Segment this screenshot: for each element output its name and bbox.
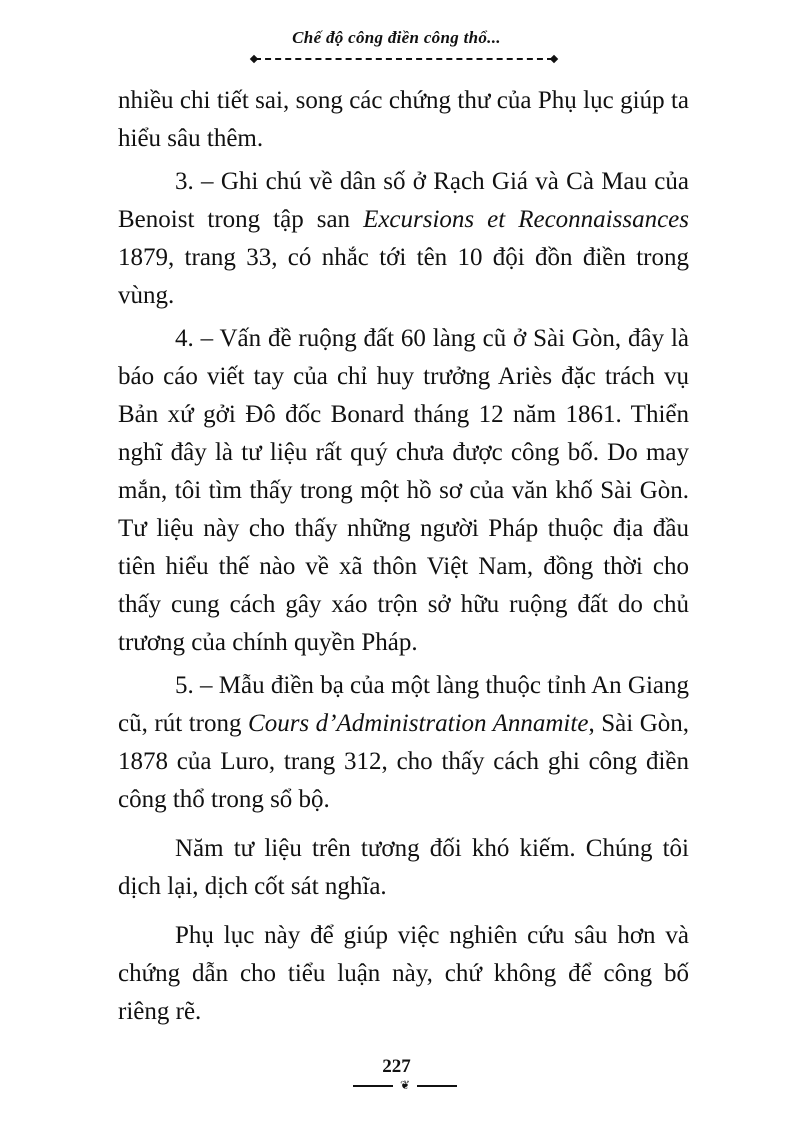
ornament-line-left xyxy=(353,1085,393,1087)
italic-title: Excursions et Reconnaissances xyxy=(363,206,689,233)
running-head: Chế độ công điền công thổ... xyxy=(292,28,501,47)
text-segment: , Sài Gòn, 1878 của Luro, trang 312, cho thấy cách ghi công điền công thổ trong sổ bộ. xyxy=(118,710,690,813)
paragraph-five-documents xyxy=(118,830,689,906)
page-number-ornament xyxy=(353,1080,457,1092)
rule-dot-left xyxy=(250,55,258,63)
text-segment: 1879, trang 33, có nhắc tới tên 10 đội đồn điền trong vùng. xyxy=(118,244,689,309)
paragraph-purpose xyxy=(118,917,689,1031)
text-segment: 4. – Vấn đề ruộng đất 60 làng cũ ở Sài Gòn, đây là báo cáo viết tay của chỉ huy trưởng Ariès đặc trách vụ Bản xứ gởi Đô đốc Bonard tháng 12 năm 1861. Thiển nghĩ đây là tư liệu rất quý chưa được công bố. Do may mắn, tôi tìm thấy trong một hồ sơ của văn khố Sài Gòn. Tư liệu này cho thấy những người Pháp thuộc địa đầu tiên hiểu thế nào về xã thôn Việt Nam, đồng thời cho thấy cung cách gây xáo trộn sở hữu ruộng đất do chủ trương của chính quyền Pháp. xyxy=(118,325,689,656)
paragraph-continuation xyxy=(118,82,689,158)
text-segment: Năm tư liệu trên tương đối khó kiếm. Chúng tôi dịch lại, dịch cốt sát nghĩa. xyxy=(118,835,689,900)
paragraph-item-3 xyxy=(118,163,689,315)
running-head-rule xyxy=(255,58,553,60)
text-segment: nhiều chi tiết sai, song các chứng thư của Phụ lục giúp ta hiểu sâu thêm. xyxy=(118,87,689,152)
page-number: 227 xyxy=(382,1056,411,1077)
rule-dot-right xyxy=(550,55,558,63)
body-text xyxy=(118,82,689,1031)
text-segment: Phụ lục này để giúp việc nghiên cứu sâu hơn và chứng dẫn cho tiểu luận này, chứ không để công bố riêng rẽ. xyxy=(118,922,689,1025)
italic-title: Cours d’Administration Annamite xyxy=(248,710,589,737)
ornament-line-right xyxy=(417,1085,457,1087)
paragraph-item-4 xyxy=(118,320,689,662)
paragraph-item-5 xyxy=(118,667,689,819)
text-segment: 5. – Mẫu điền bạ của một làng thuộc tỉnh An Giang cũ, rút trong xyxy=(118,672,689,737)
ornament-flourish: ❦ xyxy=(399,1078,411,1092)
text-segment: 3. – Ghi chú về dân số ở Rạch Giá và Cà Mau của Benoist trong tập san xyxy=(118,168,689,233)
